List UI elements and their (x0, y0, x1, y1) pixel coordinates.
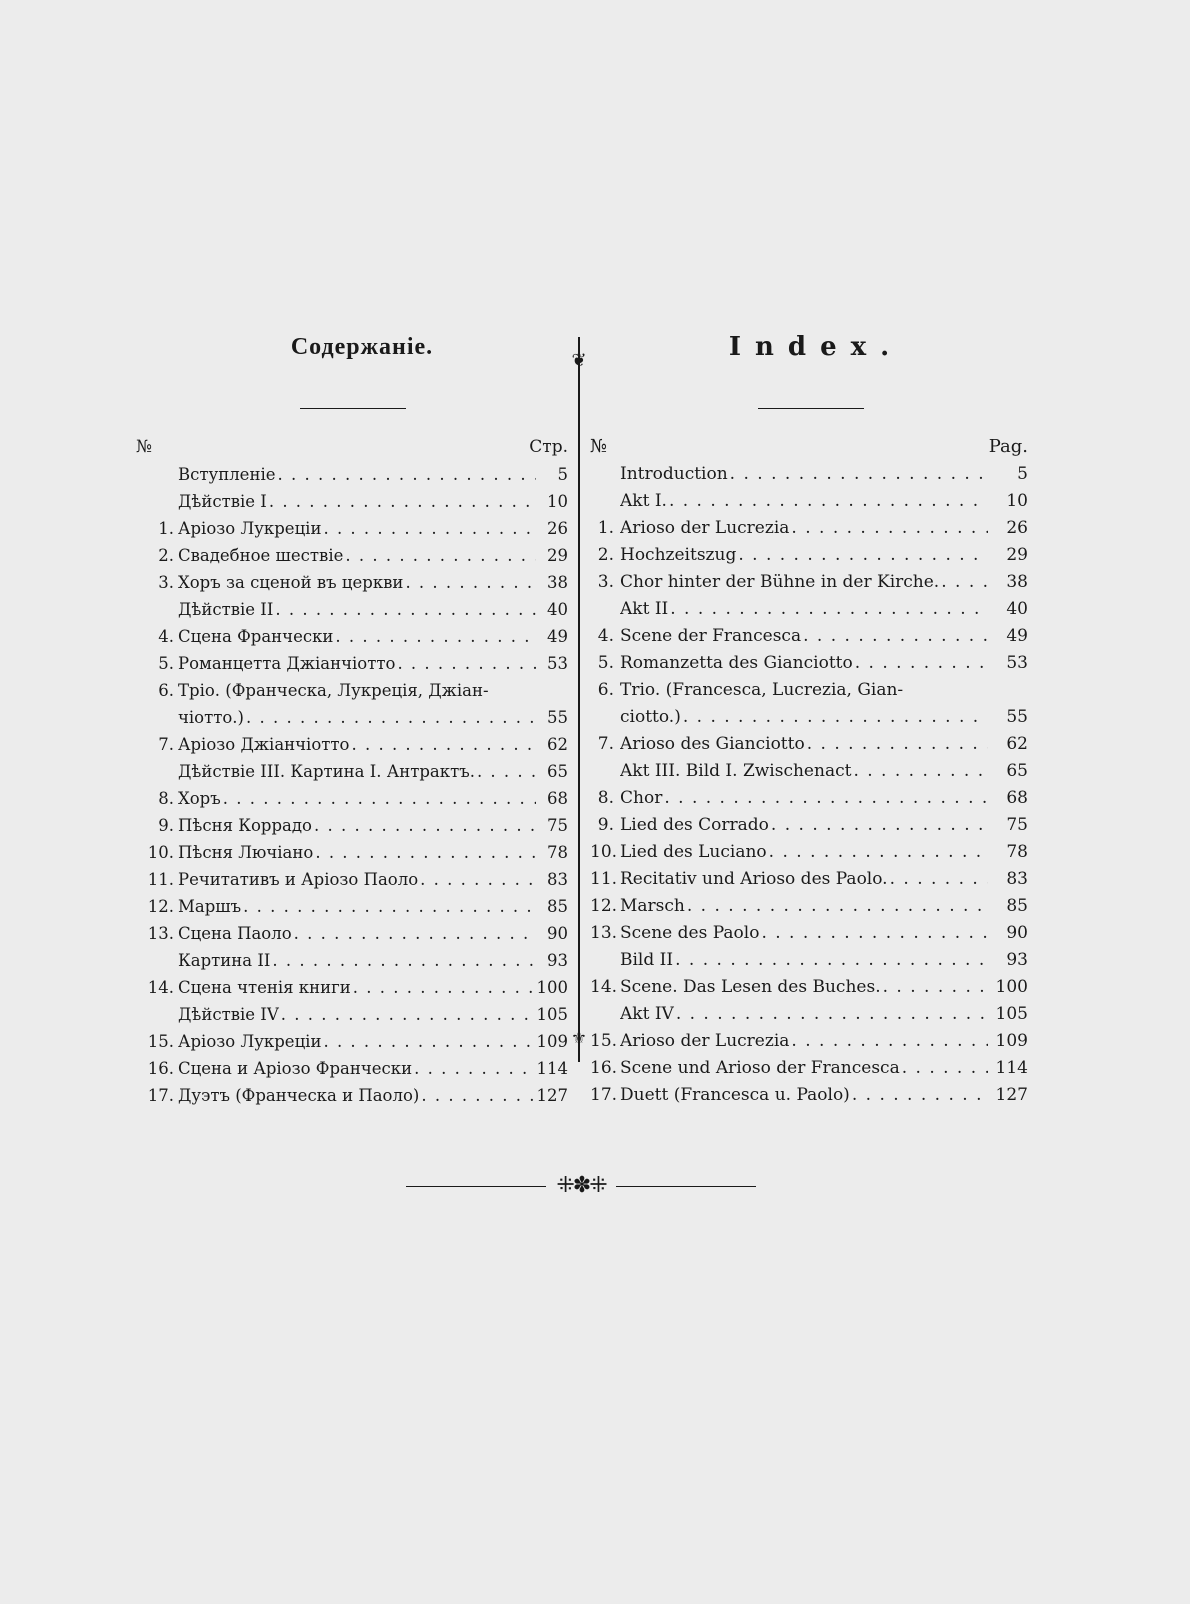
entry-title: Bild II (620, 950, 674, 970)
dot-leader (662, 785, 988, 812)
dot-leader (789, 1028, 988, 1055)
entry-page-number: 83 (547, 870, 568, 889)
entry-title: Картина II (178, 951, 271, 970)
entry-number (136, 596, 178, 623)
dot-leader (321, 1028, 536, 1055)
entry-number: 16. (147, 1059, 174, 1078)
entry-page-number: 53 (547, 654, 568, 673)
entry-number: 7. (597, 734, 614, 754)
german-column-header (590, 435, 1028, 459)
dot-leader (475, 758, 536, 785)
entry-page-number: 105 (995, 1004, 1028, 1024)
entry-title: Пѣсня Лючіано (178, 843, 314, 862)
dot-leader (728, 461, 988, 488)
contents-entry (590, 569, 1028, 596)
entry-number (136, 488, 178, 515)
entry-page-number: 105 (536, 1005, 568, 1024)
dot-leader (349, 731, 536, 758)
entry-title: Romanzetta des Gianciotto (620, 653, 853, 673)
entry-title: Аріозо Лукреціи (178, 1032, 322, 1051)
contents-entry (136, 947, 568, 974)
entry-title: Trio. (Francesca, Lucrezia, Gian- (620, 680, 904, 700)
entry-number: 16. (590, 1058, 618, 1078)
entry-number: 5. (597, 653, 614, 673)
contents-entry (590, 758, 1028, 785)
contents-entry (590, 785, 1028, 812)
contents-entry (590, 893, 1028, 920)
entry-title: Романцетта Джіанчіотто (178, 654, 396, 673)
entry-title: Дѣйствіе I (178, 492, 267, 511)
dot-leader (276, 461, 537, 488)
contents-entry (590, 704, 1028, 731)
entry-number: 10. (590, 842, 618, 862)
entry-page-number: 93 (547, 951, 568, 970)
russian-title-rule (300, 408, 406, 409)
entry-number: 11. (147, 870, 174, 889)
contents-entry (136, 623, 568, 650)
entry-number: 9. (158, 816, 174, 835)
dot-leader (851, 758, 988, 785)
contents-entry (136, 758, 568, 785)
dot-leader (853, 650, 988, 677)
dot-leader (270, 947, 536, 974)
entry-page-number: 100 (536, 978, 568, 997)
contents-entry (590, 596, 1028, 623)
contents-entry (590, 974, 1028, 1001)
russian-title: Содержаніе. (290, 334, 434, 360)
entry-page-number: 114 (536, 1059, 568, 1078)
entry-number: 2. (158, 546, 174, 565)
dot-leader (801, 623, 988, 650)
entry-page-number: 65 (547, 762, 568, 781)
contents-entry (590, 623, 1028, 650)
entry-title: Сцена Паоло (178, 924, 292, 943)
entry-page-number: 85 (1006, 896, 1028, 916)
entry-page-number: 83 (1006, 869, 1028, 889)
entry-page-number: 29 (547, 546, 568, 565)
contents-entry (136, 704, 568, 731)
dot-leader (674, 1001, 988, 1028)
contents-entry (136, 785, 568, 812)
entry-page-number: 109 (536, 1032, 568, 1051)
contents-entry (590, 839, 1028, 866)
contents-entry (136, 1001, 568, 1028)
entry-number: 4. (597, 626, 614, 646)
entry-page-number: 75 (1006, 815, 1028, 835)
entry-title: Тріо. (Франческа, Лукреція, Джіан- (178, 681, 489, 700)
dot-leader (759, 920, 988, 947)
dot-leader (241, 893, 536, 920)
dot-leader (673, 947, 988, 974)
entry-page-number: 78 (1006, 842, 1028, 862)
entry-page-number: 68 (547, 789, 568, 808)
entry-title: Hochzeitszug (620, 545, 737, 565)
entry-page-number: 127 (536, 1086, 568, 1105)
entry-page-number: 49 (547, 627, 568, 646)
entry-title: Arioso der Lucrezia (620, 1031, 790, 1051)
entry-number (136, 947, 178, 974)
german-title: Index. (728, 332, 904, 362)
entry-page-number: 10 (1006, 491, 1028, 511)
contents-entry (136, 731, 568, 758)
entry-number: 5. (158, 654, 174, 673)
entry-number (590, 704, 620, 731)
entry-page-number: 62 (547, 735, 568, 754)
entry-number: 12. (590, 896, 618, 916)
entry-number (136, 1001, 178, 1028)
entry-page-number: 49 (1006, 626, 1028, 646)
entry-number: 12. (147, 897, 174, 916)
entry-title: Аріозо Джіанчіотто (178, 735, 350, 754)
entry-page-number: 127 (995, 1085, 1028, 1105)
contents-entry (136, 596, 568, 623)
entry-title: Recitativ und Arioso des Paolo. (620, 869, 888, 889)
entry-number (590, 596, 620, 623)
entry-title: Arioso der Lucrezia (620, 518, 790, 538)
entry-page-number: 53 (1006, 653, 1028, 673)
entry-number: 14. (147, 978, 174, 997)
entry-number (136, 758, 178, 785)
dot-leader (221, 785, 536, 812)
german-index-column (590, 330, 1028, 1109)
dot-leader (312, 812, 536, 839)
contents-entry (590, 947, 1028, 974)
dot-leader (850, 1082, 988, 1109)
dot-leader (321, 515, 536, 542)
entry-page-number: 26 (547, 519, 568, 538)
entry-number: 8. (158, 789, 174, 808)
dot-leader (419, 1082, 536, 1109)
entry-page-number: 38 (1006, 572, 1028, 592)
dot-leader (667, 488, 988, 515)
column-divider (578, 337, 580, 1062)
dot-leader (888, 866, 988, 893)
entry-page-number: 85 (547, 897, 568, 916)
entry-title: Аріозо Лукреціи (178, 519, 322, 538)
entry-number: 15. (147, 1032, 174, 1051)
dot-leader (881, 974, 988, 1001)
contents-entry (590, 1082, 1028, 1109)
dot-leader (292, 920, 536, 947)
entry-page-number: 26 (1006, 518, 1028, 538)
entry-title: Пѣсня Коррадо (178, 816, 312, 835)
dot-leader (418, 866, 536, 893)
page-header: Pag. (988, 436, 1028, 457)
contents-entry (136, 839, 568, 866)
entry-number (590, 461, 620, 488)
contents-entry (590, 812, 1028, 839)
entry-title: Маршъ (178, 897, 242, 916)
entry-number (590, 1001, 620, 1028)
entry-number (136, 461, 178, 488)
dot-leader (351, 974, 536, 1001)
entry-title: Хоръ (178, 789, 221, 808)
entry-page-number: 93 (1006, 950, 1028, 970)
russian-entry-list (136, 461, 568, 1109)
entry-number: 7. (158, 735, 174, 754)
contents-entry (590, 542, 1028, 569)
entry-number (136, 704, 178, 731)
entry-number (590, 947, 620, 974)
contents-entry (136, 461, 568, 488)
contents-entry (136, 569, 568, 596)
entry-page-number: 78 (547, 843, 568, 862)
entry-number: 15. (590, 1031, 618, 1051)
contents-entry (136, 893, 568, 920)
contents-entry (590, 731, 1028, 758)
entry-title: чіотто.) (178, 708, 244, 727)
entry-title: Akt IV (620, 1004, 674, 1024)
entry-page-number (536, 677, 568, 704)
dot-leader (939, 569, 988, 596)
entry-number: 4. (158, 627, 174, 646)
entry-number: 9. (597, 815, 614, 835)
entry-title: Arioso des Gianciotto (620, 734, 805, 754)
contents-entry (590, 1028, 1028, 1055)
contents-entry (590, 866, 1028, 893)
entry-page-number: 75 (547, 816, 568, 835)
contents-entry (590, 461, 1028, 488)
entry-page-number: 38 (547, 573, 568, 592)
entry-number: 6. (597, 680, 614, 700)
contents-entry (136, 812, 568, 839)
russian-contents-column (136, 330, 568, 1109)
tailpiece-left-rule (406, 1186, 546, 1187)
contents-entry (590, 677, 1028, 704)
entry-number: 17. (590, 1085, 618, 1105)
contents-entry (590, 515, 1028, 542)
contents-entry (136, 920, 568, 947)
entry-number (590, 488, 620, 515)
entry-title: Akt III. Bild I. Zwischenact (620, 761, 852, 781)
dot-leader (279, 1001, 536, 1028)
entry-page-number: 55 (1006, 707, 1028, 727)
entry-number: 14. (590, 977, 618, 997)
page-header: Стр. (529, 437, 568, 457)
entry-title: Вступленіе (178, 465, 276, 484)
entry-title: Lied des Corrado (620, 815, 769, 835)
entry-number (590, 758, 620, 785)
entry-number: 10. (147, 843, 174, 862)
entry-title: Свадебное шествіе (178, 546, 344, 565)
entry-page-number: 100 (995, 977, 1028, 997)
entry-title: Scene. Das Lesen des Buches. (620, 977, 881, 997)
entry-title: Дѣйствіе III. Картина I. Антрактъ. (178, 762, 475, 781)
floral-ornament-icon: ⁜✽⁜ (556, 1173, 606, 1198)
dot-leader (395, 650, 536, 677)
entry-number: 13. (147, 924, 174, 943)
dot-leader (333, 623, 536, 650)
entry-number: 1. (158, 519, 174, 538)
entry-page-number: 5 (1017, 464, 1028, 484)
dot-leader (900, 1055, 988, 1082)
entry-number: 8. (597, 788, 614, 808)
contents-entry (136, 974, 568, 1001)
german-entry-list (590, 461, 1028, 1109)
contents-entry (590, 650, 1028, 677)
contents-entry (136, 1055, 568, 1082)
entry-title: Marsch (620, 896, 685, 916)
entry-page-number: 65 (1006, 761, 1028, 781)
entry-page-number: 90 (547, 924, 568, 943)
entry-number: 13. (590, 923, 618, 943)
entry-title: Дуэтъ (Франческа и Паоло) (178, 1086, 420, 1105)
dot-leader (681, 704, 988, 731)
entry-title: ciotto.) (620, 707, 681, 727)
entry-title: Сцена и Аріозо Франчески (178, 1059, 413, 1078)
contents-entry (590, 1055, 1028, 1082)
entry-title: Хоръ за сценой въ церкви (178, 573, 404, 592)
entry-title: Scene und Arioso der Francesca (620, 1058, 900, 1078)
dot-leader (343, 542, 536, 569)
tailpiece-right-rule (616, 1186, 756, 1187)
entry-number: 6. (158, 681, 174, 700)
dot-leader (805, 731, 988, 758)
contents-entry (136, 515, 568, 542)
divider-top-ornament-icon: ❦ (571, 350, 587, 371)
entry-title: Akt I. (620, 491, 667, 511)
number-header: № (590, 436, 608, 457)
dot-leader (769, 812, 988, 839)
contents-entry (136, 1082, 568, 1109)
dot-leader (313, 839, 536, 866)
entry-title: Akt II (620, 599, 669, 619)
contents-entry (136, 1028, 568, 1055)
entry-title: Lied des Luciano (620, 842, 767, 862)
dot-leader (267, 488, 536, 515)
contents-entry (136, 677, 568, 704)
number-header: № (136, 437, 153, 457)
entry-title: Chor (620, 788, 663, 808)
entry-title: Chor hinter der Bühne in der Kirche. (620, 572, 940, 592)
dot-leader (244, 704, 536, 731)
contents-entry (136, 542, 568, 569)
entry-title: Introduction (620, 464, 728, 484)
entry-title: Scene der Francesca (620, 626, 802, 646)
dot-leader (668, 596, 988, 623)
contents-entry (590, 920, 1028, 947)
entry-page-number: 10 (547, 492, 568, 511)
contents-entry (590, 488, 1028, 515)
entry-title: Дѣйствіе II (178, 600, 274, 619)
entry-page-number: 109 (995, 1031, 1028, 1051)
contents-entry (136, 650, 568, 677)
dot-leader (412, 1055, 536, 1082)
entry-page-number: 62 (1006, 734, 1028, 754)
entry-number: 17. (147, 1086, 174, 1105)
dot-leader (789, 515, 988, 542)
entry-title: Сцена чтенія книги (178, 978, 351, 997)
entry-title: Scene des Paolo (620, 923, 760, 943)
dot-leader (736, 542, 988, 569)
entry-page-number: 68 (1006, 788, 1028, 808)
entry-title: Duett (Francesca u. Paolo) (620, 1085, 850, 1105)
entry-number: 2. (597, 545, 614, 565)
dot-leader (403, 569, 536, 596)
entry-number: 3. (158, 573, 174, 592)
entry-page-number: 90 (1006, 923, 1028, 943)
dot-leader (685, 893, 988, 920)
german-title-rule (758, 408, 864, 409)
entry-title: Сцена Франчески (178, 627, 334, 646)
entry-number: 1. (597, 518, 614, 538)
dot-leader (767, 839, 988, 866)
entry-page-number: 5 (557, 465, 568, 484)
entry-page-number: 29 (1006, 545, 1028, 565)
entry-number: 3. (597, 572, 614, 592)
entry-page-number: 55 (547, 708, 568, 727)
contents-entry (136, 488, 568, 515)
entry-number: 11. (590, 869, 618, 889)
entry-page-number: 40 (547, 600, 568, 619)
contents-entry (136, 866, 568, 893)
tailpiece-ornament (406, 1170, 756, 1202)
divider-bottom-ornament-icon: ⚜ (570, 1028, 588, 1049)
entry-title: Речитативъ и Аріозо Паоло (178, 870, 419, 889)
contents-entry (590, 1001, 1028, 1028)
entry-page-number: 114 (995, 1058, 1028, 1078)
entry-page-number (988, 677, 1028, 704)
entry-title: Дѣйствіе IV (178, 1005, 279, 1024)
entry-page-number: 40 (1006, 599, 1028, 619)
russian-column-header (136, 435, 568, 459)
dot-leader (273, 596, 536, 623)
